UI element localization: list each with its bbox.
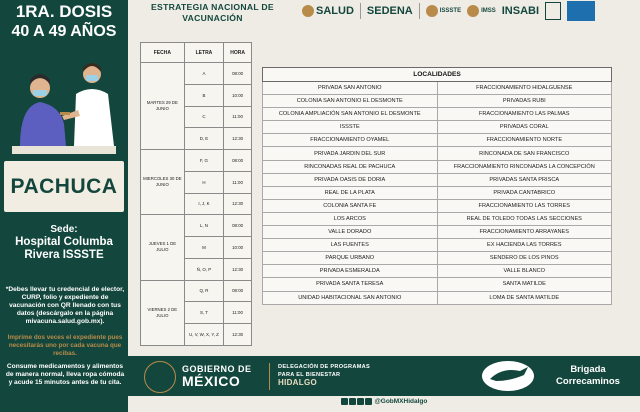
city-name: PACHUCA (10, 174, 118, 198)
schedule-table (140, 42, 252, 346)
letter-cell: Q, R (184, 280, 224, 302)
twitter-icon (349, 398, 356, 405)
letter-cell: C (184, 106, 224, 128)
table-row (263, 186, 612, 199)
locality-cell: LOS ARCOS (263, 212, 438, 225)
locality-cell: EX HACIENDA LAS TORRES (437, 239, 612, 252)
time-cell: 12:30 (224, 193, 252, 215)
locality-cell: SANTA MATILDE (437, 278, 612, 291)
letter-cell: Ñ, O, P (184, 258, 224, 280)
table-row (141, 280, 252, 302)
city-box (4, 161, 124, 212)
locality-cell: PRIVADA ESMERALDA (263, 265, 438, 278)
locality-cell: FRACCIONAMIENTO LAS TORRES (437, 199, 612, 212)
header-letra: LETRA (184, 43, 224, 63)
salud-logo: SALUD (302, 5, 354, 17)
table-row (263, 173, 612, 186)
roadrunner-icon (480, 359, 536, 393)
locality-cell: LAS FUENTES (263, 239, 438, 252)
locality-cell: REAL DE LA PLATA (263, 186, 438, 199)
gobierno-logo-text: GOBIERNO DE MÉXICO (182, 364, 252, 389)
locality-cell: PRIVADA JARDIN DEL SUR (263, 147, 438, 160)
print-note: Imprime dos veces el expediente pues necesitarás uno por cada vacuna que recibas. (7, 334, 123, 357)
date-cell: MARTES 29 DE JUNIO (141, 63, 185, 150)
locality-cell: FRACCIONAMIENTO HIDALGUENSE (437, 82, 612, 95)
locality-cell: FRACCIONAMIENTO ARRAYANES (437, 226, 612, 239)
venue (0, 223, 128, 262)
table-row (263, 291, 612, 304)
locality-cell: FRACCIONAMIENTO RINCONADAS LA CONCEPCIÓN (437, 160, 612, 173)
locality-cell: RINCONADA DE SAN FRANCISCO (437, 147, 612, 160)
locality-cell: PRIVADAS RUBI (437, 95, 612, 108)
logo-divider (419, 3, 420, 19)
time-cell: 12:30 (224, 324, 252, 346)
locality-cell: RINCONADAS REAL DE PACHUCA (263, 160, 438, 173)
institution-logos (302, 0, 595, 22)
table-row (263, 199, 612, 212)
table-row (141, 215, 252, 237)
issste-logo: ISSSTE (426, 5, 461, 17)
age-range: 40 A 49 AÑOS (11, 23, 117, 40)
table-row (141, 150, 252, 172)
table-row (263, 226, 612, 239)
logo-divider (360, 3, 361, 19)
locality-cell: SENDERO DE LOS PINOS (437, 252, 612, 265)
table-row (263, 121, 612, 134)
venue-name-line-1: Hospital Columba (15, 236, 113, 248)
requirements-note: *Debes llevar tu credencial de elector, CURP, folio y expediente de vacunación con QR llenado con tus datos (descárgalo en la página mivacuna.salud.gob.mx). (5, 286, 125, 325)
sedena-logo: SEDENA (366, 5, 413, 17)
facebook-icon (341, 398, 348, 405)
table-row (263, 278, 612, 291)
time-cell: 10:00 (224, 84, 252, 106)
time-cell: 11:00 (224, 106, 252, 128)
advice-note: Consume medicamentos y alimentos de manera normal, lleva ropa cómoda y acude 15 minutos antes de tu cita. (5, 363, 125, 386)
letter-cell: M (184, 237, 224, 259)
dose-title: 1RA. DOSIS (15, 2, 113, 21)
insabi-logo: INSABI (501, 5, 540, 17)
letter-cell: F, G (184, 150, 224, 172)
table-row (141, 63, 252, 85)
locality-cell: PRIVADA SAN ANTONIO (263, 82, 438, 95)
imss-logo: IMSS (467, 5, 496, 17)
locality-cell: FRACCIONAMIENTO OYAMEL (263, 134, 438, 147)
imss-emblem-icon (467, 5, 479, 17)
locality-cell: REAL DE TOLEDO TODAS LAS SECCIONES (437, 212, 612, 225)
date-cell: JUEVES 1 DE JULIO (141, 215, 185, 280)
time-cell: 11:00 (224, 302, 252, 324)
time-cell: 08:00 (224, 63, 252, 85)
locality-cell: COLONIA SAN ANTONIO EL DESMONTE (263, 95, 438, 108)
social-handle-text: @GobMXHidalgo (374, 398, 428, 406)
locality-cell: FRACCIONAMIENTO NORTE (437, 134, 612, 147)
letter-cell: H (184, 171, 224, 193)
venue-name-line-2: Rivera ISSSTE (24, 249, 104, 261)
date-cell: MIERCOLES 30 DE JUNIO (141, 150, 185, 215)
time-cell: 12:30 (224, 128, 252, 150)
strategy-title: ESTRATEGIA NACIONAL DE VACUNACIÓN (151, 2, 274, 23)
locality-cell: COLONIA SANTA FE (263, 199, 438, 212)
letter-cell: L, N (184, 215, 224, 237)
hidalgo-shield-icon (545, 2, 561, 20)
time-cell: 08:00 (224, 150, 252, 172)
localities-title: LOCALIDADES (263, 68, 612, 82)
date-cell: VIERNES 2 DE JULIO (141, 280, 185, 345)
letter-cell: D, E (184, 128, 224, 150)
locality-cell: PRIVADA OASIS DE DORIA (263, 173, 438, 186)
letter-cell: U, V, W, X, Y, Z (184, 324, 224, 346)
table-row (263, 95, 612, 108)
locality-cell: VALLE DORADO (263, 226, 438, 239)
venue-label: Sede: (50, 224, 78, 235)
locality-cell: ISSSTE (263, 121, 438, 134)
locality-cell: PRIVADA SANTA TERESA (263, 278, 438, 291)
table-row (263, 212, 612, 225)
locality-cell: FRACCIONAMIENTO LAS PALMAS (437, 108, 612, 121)
time-cell: 12:30 (224, 258, 252, 280)
vaccination-illustration (6, 50, 122, 154)
letter-cell: B (184, 84, 224, 106)
letter-cell: S, T (184, 302, 224, 324)
table-row (263, 147, 612, 160)
delegation-text: DELEGACIÓN DE PROGRAMAS PARA EL BIENESTAR HIDALGO (278, 364, 371, 387)
table-row (263, 108, 612, 121)
brigade-name: Brigada Correcaminos (556, 364, 620, 387)
time-cell: 08:00 (224, 280, 252, 302)
table-row (263, 239, 612, 252)
issste-emblem-icon (426, 5, 438, 17)
table-row (263, 252, 612, 265)
locality-cell: PRIVADA CANTABRICO (437, 186, 612, 199)
locality-cell: VALLE BLANCO (437, 265, 612, 278)
time-cell: 11:00 (224, 171, 252, 193)
mexico-emblem-icon (144, 361, 176, 393)
instagram-icon (357, 398, 364, 405)
youtube-icon (365, 398, 372, 405)
footer-divider (269, 363, 270, 390)
letter-cell: I, J, K (184, 193, 224, 215)
time-cell: 08:00 (224, 215, 252, 237)
time-cell: 10:00 (224, 237, 252, 259)
table-row (263, 265, 612, 278)
locality-cell: PARQUE URBANO (263, 252, 438, 265)
header-fecha: FECHA (141, 43, 185, 63)
table-row (263, 82, 612, 95)
state-government-icon (567, 1, 595, 21)
table-row (263, 134, 612, 147)
social-handle (128, 398, 640, 405)
left-panel (0, 0, 128, 412)
salud-emblem-icon (302, 5, 314, 17)
footer-banner (128, 356, 640, 396)
locality-cell: PRIVADAS CORAL (437, 121, 612, 134)
locality-cell: LOMA DE SANTA MATILDE (437, 291, 612, 304)
locality-cell: COLONIA AMPLIACIÓN SAN ANTONIO EL DESMONTE (263, 108, 438, 121)
locality-cell: PRIVADAS SANTA PRISCA (437, 173, 612, 186)
locality-cell: UNIDAD HABITACIONAL SAN ANTONIO (263, 291, 438, 304)
letter-cell: A (184, 63, 224, 85)
header-hora: HORA (224, 43, 252, 63)
localities-table (262, 67, 612, 305)
table-row (263, 160, 612, 173)
